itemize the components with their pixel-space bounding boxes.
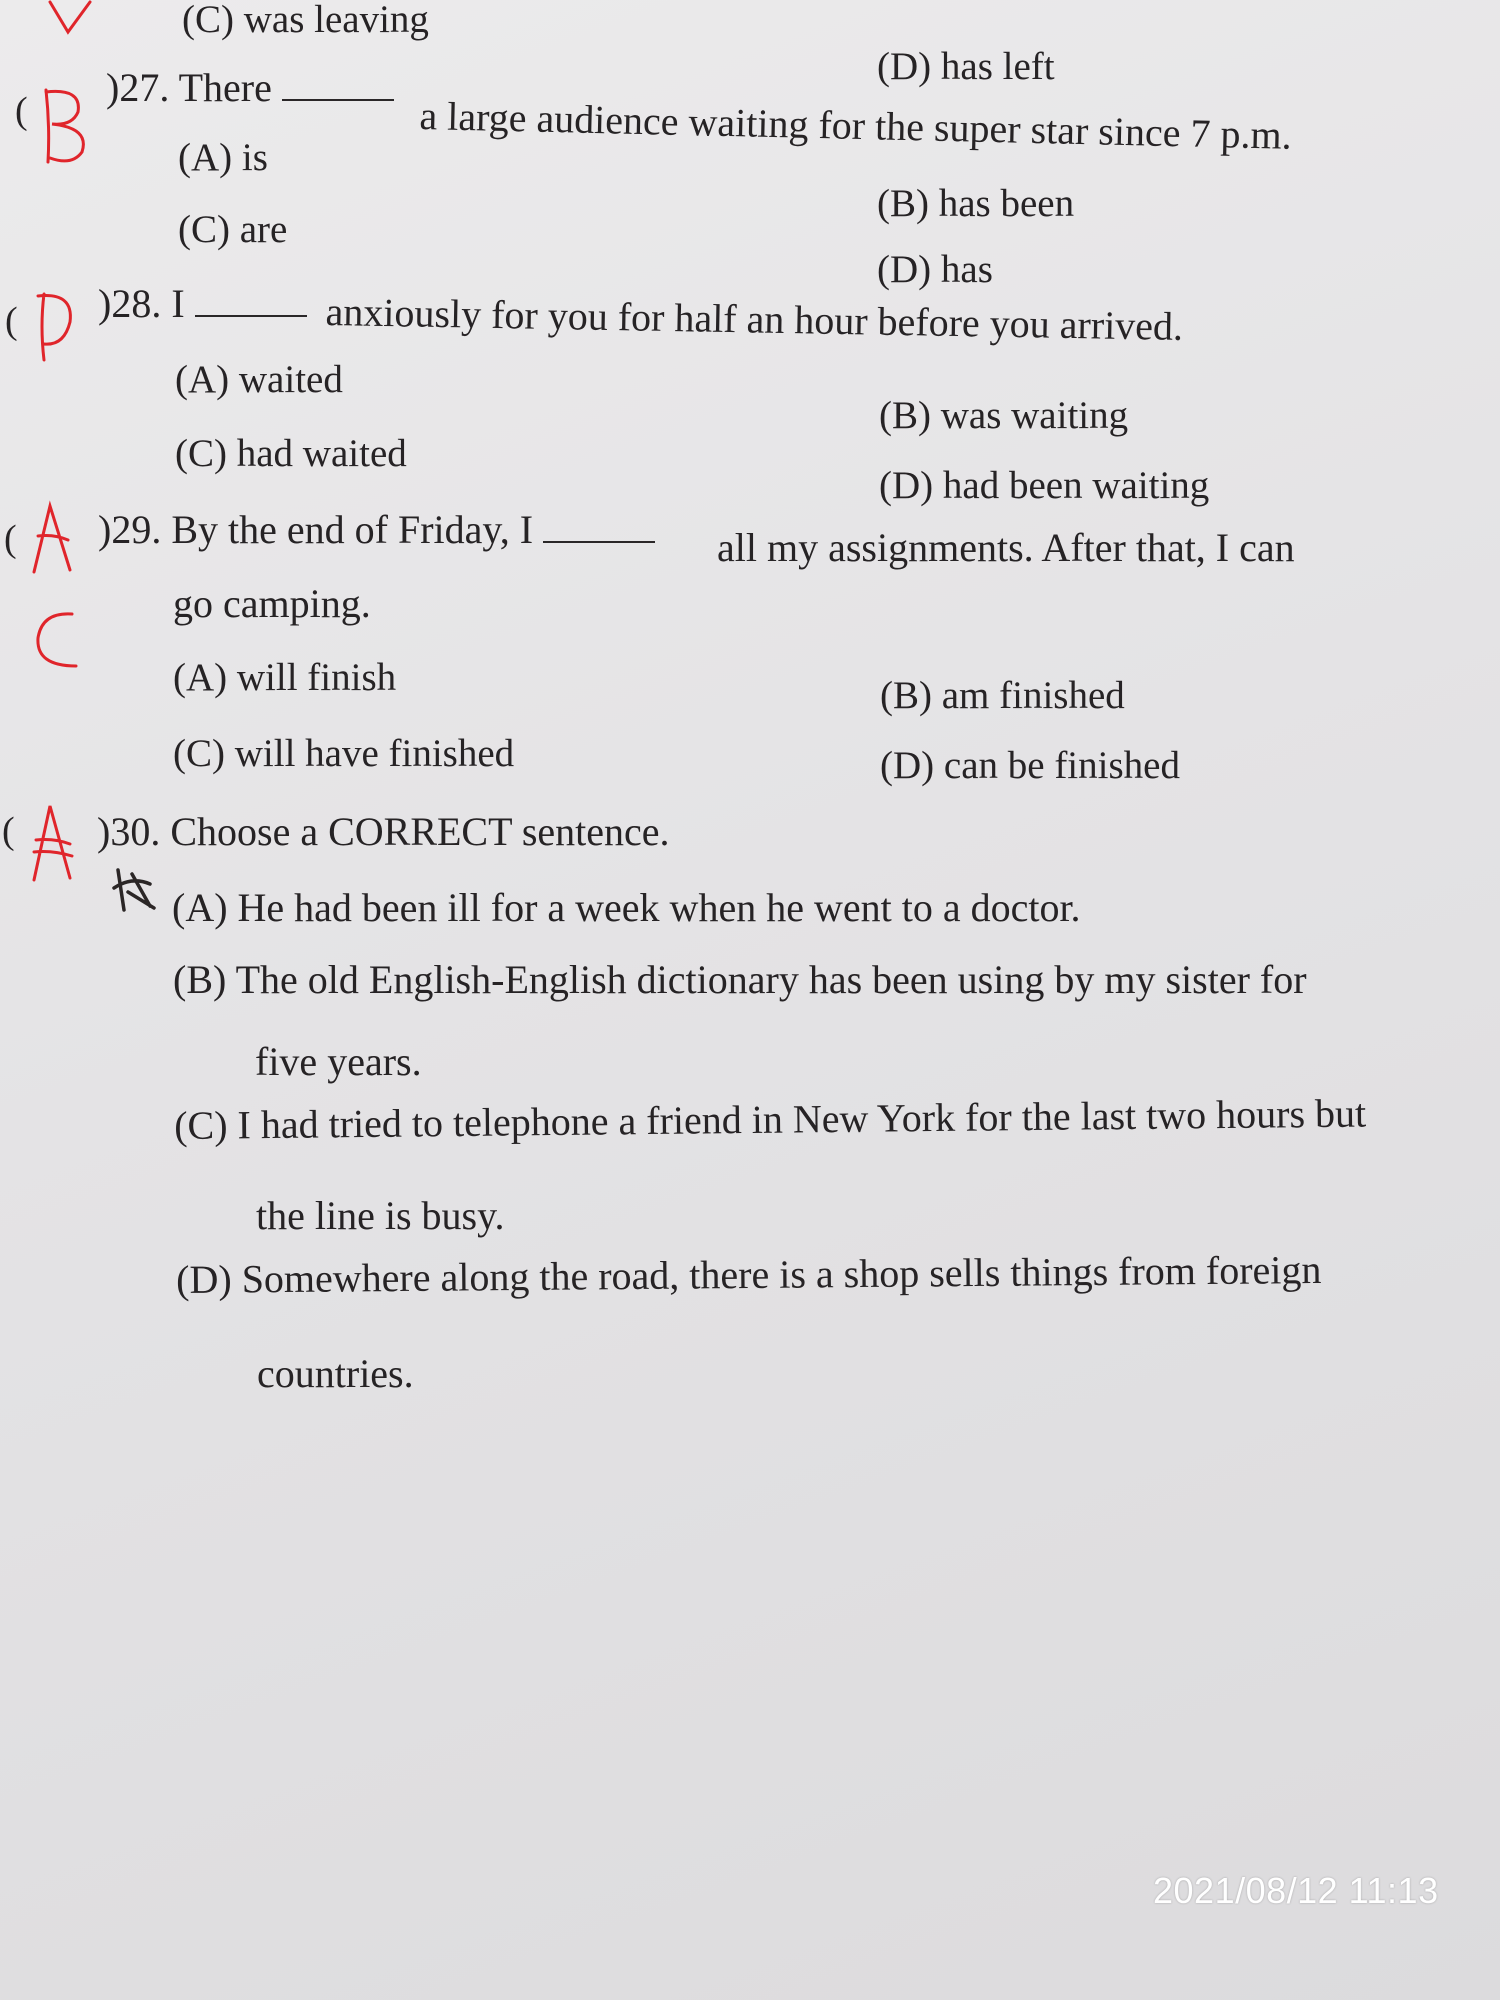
- q29-stem: all my assignments. After that, I can: [717, 525, 1295, 570]
- q29-handwritten-answer: [28, 500, 78, 585]
- q28-handwritten-answer: [30, 286, 80, 371]
- q26-handwritten-mark: [38, 0, 98, 45]
- q27-paren: (: [15, 90, 28, 132]
- q30-option-b-line2: five years.: [255, 1039, 422, 1084]
- q29-option-b: (B) am finished: [880, 674, 1125, 717]
- q28-stem: anxiously for you for half an hour before you arrived.: [325, 289, 1184, 349]
- q28-number-text: )28. I: [98, 281, 185, 326]
- q28-option-a: (A) waited: [175, 358, 343, 401]
- q29-paren: (: [4, 518, 17, 560]
- q29-option-c: (C) will have finished: [173, 732, 515, 775]
- q27-option-d: (D) has: [877, 248, 993, 291]
- q29-number: [98, 507, 669, 552]
- q30-option-d-line2: countries.: [257, 1351, 414, 1396]
- pencil-star-icon: [110, 866, 160, 921]
- q30-option-d-line1: (D) Somewhere along the road, there is a shop sells things from foreign: [175, 1247, 1322, 1302]
- q28-answer-blank: [195, 287, 307, 317]
- q29-stem-line2: go camping.: [173, 581, 371, 626]
- q30-option-a: (A) He had been ill for a week when he went to a doctor.: [172, 885, 1081, 930]
- q28-option-b: (B) was waiting: [879, 394, 1129, 437]
- q27-option-c: (C) are: [178, 208, 288, 251]
- q28-number: [98, 281, 321, 326]
- q27-answer-blank: [282, 71, 394, 101]
- q30-option-c-line1: (C) I had tried to telephone a friend in New York for the last two hours but: [173, 1090, 1367, 1148]
- q28-paren: (: [5, 300, 18, 342]
- q28-option-c: (C) had waited: [175, 432, 407, 475]
- q27-number: [106, 65, 408, 110]
- photo-timestamp: 2021/08/12 11:13: [1153, 1870, 1439, 1911]
- q27-handwritten-answer: [42, 86, 92, 171]
- q29-handwritten-correction: [32, 608, 82, 683]
- q29-answer-blank: [543, 513, 655, 543]
- q30-stem: )30. Choose a CORRECT sentence.: [97, 809, 670, 854]
- q30-option-c-line2: the line is busy.: [256, 1193, 505, 1238]
- q30-option-b-line1: (B) The old English-English dictionary has been using by my sister for: [173, 957, 1307, 1002]
- q27-option-b: (B) has been: [877, 182, 1075, 225]
- q30-paren: (: [2, 810, 15, 852]
- q26-option-d: (D) has left: [877, 45, 1055, 88]
- q29-number-text: )29. By the end of Friday, I: [98, 507, 534, 552]
- q29-option-a: (A) will finish: [173, 656, 397, 699]
- q30-handwritten-answer: [28, 800, 78, 889]
- q26-option-c: (C) was leaving: [182, 0, 429, 41]
- q27-stem: a large audience waiting for the super star since 7 p.m.: [419, 93, 1293, 158]
- q27-option-a: (A) is: [178, 136, 268, 179]
- q28-option-d: (D) had been waiting: [879, 464, 1210, 507]
- q27-number-text: )27. There: [106, 65, 272, 110]
- q29-option-d: (D) can be finished: [880, 744, 1180, 787]
